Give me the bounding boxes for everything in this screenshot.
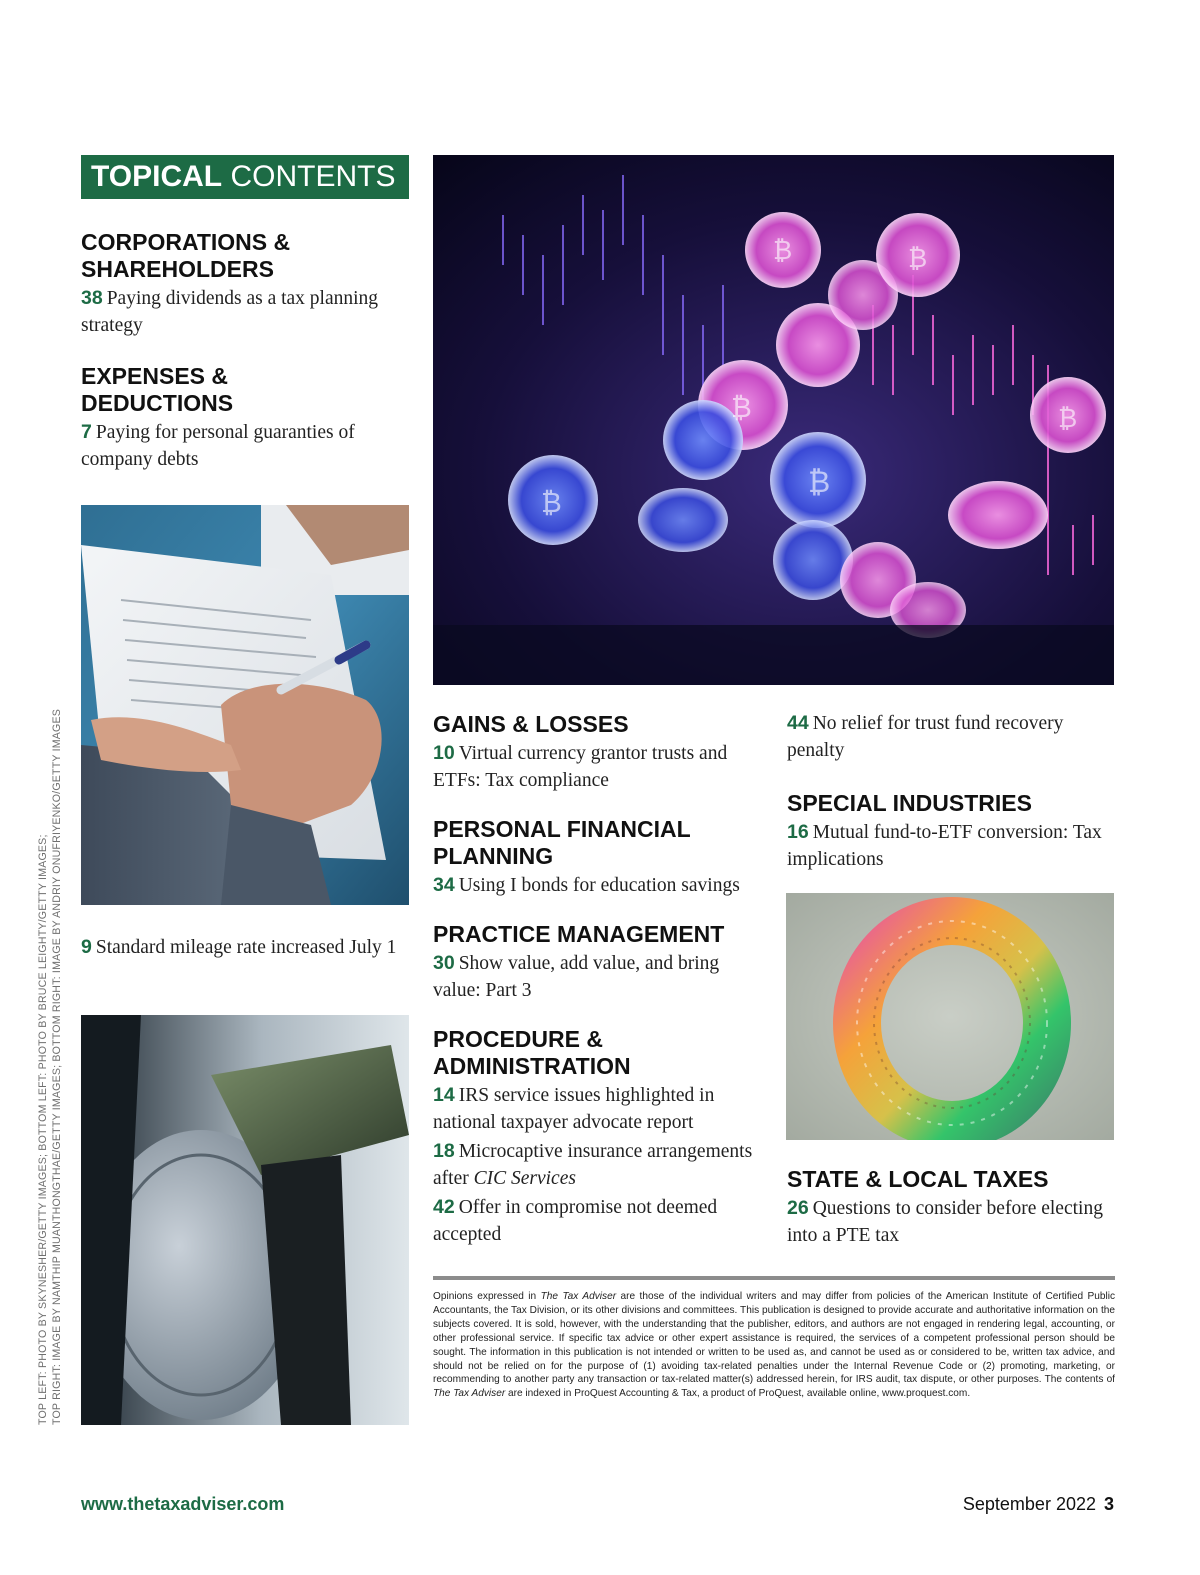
section-heading [81, 229, 409, 283]
page-number: 42 [433, 1196, 455, 1218]
svg-text:₿: ₿ [541, 486, 562, 519]
item-title: Show value, add value, and bring value: Part 3 [433, 953, 720, 1001]
item-title: No relief for trust fund recovery penalty [787, 713, 1064, 761]
item-title: Offer in compromise not deemed accepted [433, 1197, 718, 1245]
page-number: 18 [433, 1140, 455, 1162]
toc-item[interactable] [81, 419, 409, 473]
toc-item[interactable] [787, 710, 1115, 764]
photo-sequin-ring [786, 893, 1114, 1140]
page-number-footer: 3 [1103, 1494, 1114, 1514]
publication-name: The Tax Adviser [433, 1388, 506, 1400]
toc-item[interactable] [433, 740, 758, 794]
disclaimer-text: Opinions expressed in [433, 1291, 541, 1302]
heading-line: EXPENSES & [81, 363, 228, 389]
banner-bold: TOPICAL [91, 160, 223, 193]
toc-section [433, 816, 758, 899]
toc-section [787, 1166, 1117, 1249]
photo-credits [36, 685, 70, 1425]
toc-section [787, 790, 1115, 873]
heading-line: CORPORATIONS & [81, 229, 291, 255]
heading-line: DEDUCTIONS [81, 390, 234, 416]
toc-section [433, 921, 758, 1004]
heading-line: PLANNING [433, 843, 554, 869]
disclaimer-text: are indexed in ProQuest Accounting & Tax, a product of ProQuest, available online, www.proquest.com. [505, 1388, 971, 1400]
heading-line: PERSONAL FINANCIAL [433, 816, 691, 842]
toc-section [433, 711, 758, 794]
section-heading [81, 363, 409, 417]
right-column-top [787, 708, 1115, 895]
item-title-italic: CIC Services [473, 1168, 576, 1189]
toc-item[interactable] [433, 1194, 758, 1248]
footer-url[interactable]: www.thetaxadviser.com [81, 1494, 285, 1514]
heading-line: ADMINISTRATION [433, 1053, 631, 1079]
svg-text:₿: ₿ [808, 465, 831, 500]
section-heading: PRACTICE MANAGEMENT [433, 921, 725, 947]
footer-folio [963, 1494, 1114, 1515]
toc-section [81, 363, 409, 473]
heading-line: PROCEDURE & [433, 1026, 603, 1052]
item-title: IRS service issues highlighted in national taxpayer advocate report [433, 1085, 715, 1133]
page-number: 14 [433, 1084, 455, 1106]
left-middle-item [81, 932, 409, 961]
credit-line: TOP LEFT: PHOTO BY SKYNESHER/GETTY IMAGES; BOTTOM LEFT: PHOTO BY BRUCE LEIGHTY/GETTY IMAGES; [37, 834, 49, 1425]
item-title: Questions to consider before electing into a PTE tax [787, 1198, 1103, 1246]
page-number: 9 [81, 936, 92, 958]
page-number: 10 [433, 742, 455, 764]
photo-fuel-nozzle [81, 1015, 409, 1425]
credit-line: TOP RIGHT: IMAGE BY NAMTHIP MUANTHONGTHAE/GETTY IMAGES; BOTTOM RIGHT: IMAGE BY ANDRIY ONUFRIYENKO/GETTY IMAGES [51, 709, 63, 1425]
section-heading: GAINS & LOSSES [433, 711, 629, 737]
toc-item[interactable] [81, 285, 409, 339]
svg-text:₿: ₿ [731, 391, 752, 424]
page-number: 30 [433, 952, 455, 974]
disclaimer-text: are those of the individual writers and may differ from policies of the American Institute of Certified Public Accountants, the Tax Division, or its other divisions and committees. This publication is designed to provide accurate and authoritative information on the subjects covered. It is sold, however, with the understanding that the publisher, editors, and authors are not engaged in rendering legal, accounting, or other professional service. If specific tax advice or other expert assistance is required, the services of a competent professional person should be sought. The information in this publication is not intended or written to be used as, and cannot be used as or considered to be, written tax advice, and should not be relied on for the purpose of (1) avoiding tax-related penalties under the Internal Revenue Code or (2) promoting, marketing, or recommending to another party any transaction or tax-related matter(s) addressed herein, for IRS audit, tax dispute, or other purposes. The contents of [433, 1291, 1115, 1386]
section-heading [433, 816, 758, 870]
page-number: 26 [787, 1197, 809, 1219]
section-heading [433, 1026, 758, 1080]
disclaimer [433, 1276, 1115, 1401]
publication-name: The Tax Adviser [540, 1291, 617, 1302]
banner-light: CONTENTS [230, 160, 396, 193]
item-title: Mutual fund-to-ETF conversion: Tax implications [787, 822, 1102, 870]
left-column-top [81, 229, 409, 495]
toc-item[interactable] [787, 1195, 1117, 1249]
middle-column [433, 711, 758, 1270]
item-title: Using I bonds for education savings [458, 875, 740, 896]
item-title: Paying for personal guaranties of company debts [81, 422, 355, 470]
page-number: 44 [787, 712, 809, 734]
item-title: Paying dividends as a tax planning strategy [81, 288, 379, 336]
item-title: Virtual currency grantor trusts and ETFs: Tax compliance [433, 743, 728, 791]
item-title: Standard mileage rate increased July 1 [95, 937, 397, 958]
item-title: Microcaptive insurance arrangements after [433, 1141, 753, 1189]
toc-item[interactable] [433, 872, 758, 899]
photo-signing-document [81, 505, 409, 905]
svg-text:₿: ₿ [773, 236, 793, 266]
page-number: 38 [81, 287, 103, 309]
section-banner [81, 155, 409, 199]
toc-section [81, 229, 409, 339]
heading-line: SHAREHOLDERS [81, 256, 274, 282]
toc-section [433, 1026, 758, 1248]
photo-crypto-coins [433, 155, 1114, 685]
issue-date: September 2022 [962, 1494, 1096, 1514]
toc-item[interactable] [787, 819, 1115, 873]
section-heading: SPECIAL INDUSTRIES [787, 790, 1032, 816]
svg-text:₿: ₿ [908, 244, 928, 274]
toc-item[interactable] [433, 1082, 758, 1136]
svg-text:₿: ₿ [1058, 404, 1078, 434]
right-column-bottom [787, 1166, 1117, 1271]
page-number: 7 [81, 421, 92, 443]
section-heading: STATE & LOCAL TAXES [787, 1166, 1049, 1192]
toc-item[interactable] [81, 934, 409, 961]
page-number: 16 [787, 821, 809, 843]
toc-item[interactable] [433, 950, 758, 1004]
page-number: 34 [433, 874, 455, 896]
toc-item[interactable] [433, 1138, 758, 1192]
